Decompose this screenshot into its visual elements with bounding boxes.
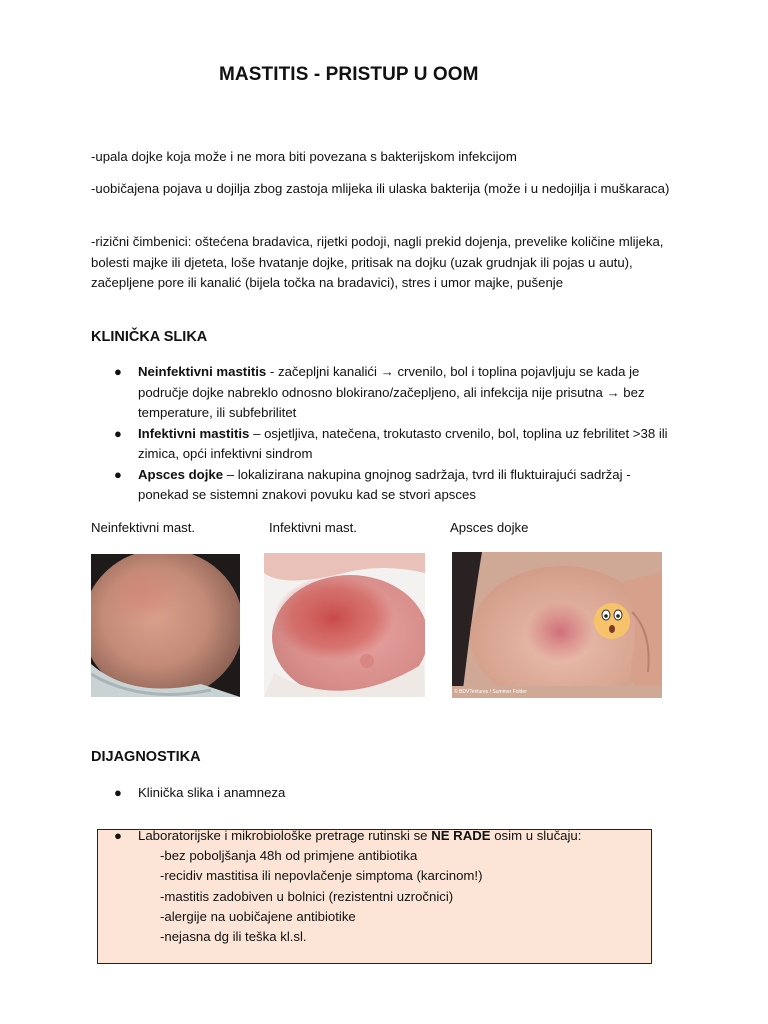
list-item [91, 362, 681, 424]
lab-note-item: -mastitis zadobiven u bolnici (rezistentni uzročnici) [160, 889, 454, 904]
photo-credit: © BDVTextures / Summer Folder [454, 689, 527, 695]
surprised-face-icon [594, 603, 630, 639]
list-item [91, 424, 681, 465]
intro-paragraph-2: -uobičajena pojava u dojilja zbog zastoja mlijeka ili ulaska bakterija (može i u nedojilja i muškaraca) [91, 181, 670, 196]
caption-noninfective: Neinfektivni mast. [91, 520, 196, 535]
caption-abscess: Apsces dojke [450, 520, 529, 535]
lab-note-box [97, 829, 652, 964]
lab-note-item: -recidiv mastitisa ili nepovlačenje simptoma (karcinom!) [160, 868, 483, 883]
diagnostics-heading: DIJAGNOSTIKA [91, 749, 201, 765]
bullet-icon: ● [114, 364, 122, 379]
lab-note-lead: Laboratorijske i mikrobiološke pretrage rutinski se NE RADE osim u slučaju: [138, 828, 582, 843]
photo-infective [264, 553, 425, 697]
bullet-icon: ● [114, 828, 122, 843]
clinical-heading: KLINIČKA SLIKA [91, 329, 208, 345]
lab-note-item: -alergije na uobičajene antibiotike [160, 909, 356, 924]
bullet-icon: ● [114, 425, 122, 441]
bullet-icon: ● [114, 466, 122, 482]
bullet-icon: ● [114, 785, 122, 800]
page-title: MASTITIS - PRISTUP U OOM [219, 64, 479, 85]
intro-paragraph-1: -upala dojke koja može i ne mora biti povezana s bakterijskom infekcijom [91, 149, 517, 164]
photo-abscess [452, 552, 662, 698]
item-term: Apsces dojke [138, 466, 224, 482]
list-item [91, 783, 681, 804]
item-text: – osjetljiva, natečena, trokutasto crvenilo, bol, toplina uz febrilitet >38 ili zimica, opći infektivni sindrom [138, 425, 668, 461]
lab-note-item: -nejasna dg ili teška kl.sl. [160, 929, 307, 944]
photo-noninfective [91, 554, 240, 697]
item-text: Klinička slika i anamneza [138, 785, 286, 800]
item-text: – lokalizirana nakupina gnojnog sadržaja, tvrd ili fluktuirajući sadržaj - ponekad se sistemni znakovi povuku kad se stvori apsces [138, 466, 631, 502]
item-term: Neinfektivni mastitis [138, 364, 267, 379]
diagnostics-list [91, 783, 681, 804]
item-text: - začepljni kanalići → crvenilo, bol i toplina pojavljuju se kada je područje dojke nabreklo odnosno blokirano/začepljeno, ali infekcija nije prisutna → bez temperature, ili subfebrilitet [138, 364, 645, 420]
item-term: Infektivni mastitis [138, 425, 250, 441]
caption-infective: Infektivni mast. [269, 520, 357, 535]
list-item [91, 465, 681, 506]
clinical-list [91, 362, 681, 506]
lab-note-item: -bez poboljšanja 48h od primjene antibiotika [160, 848, 418, 863]
intro-paragraph-3: -rizični čimbenici: oštećena bradavica, rijetki podoji, nagli prekid dojenja, prevelike količine mlijeka, bolesti majke ili djeteta, loše hvatanje dojke, pritisak na dojku (uzak grudnjak ili pojas u autu), začepljene pore ili kanalić (bijela točka na bradavici), stres i umor majke, pušenje [91, 234, 664, 290]
